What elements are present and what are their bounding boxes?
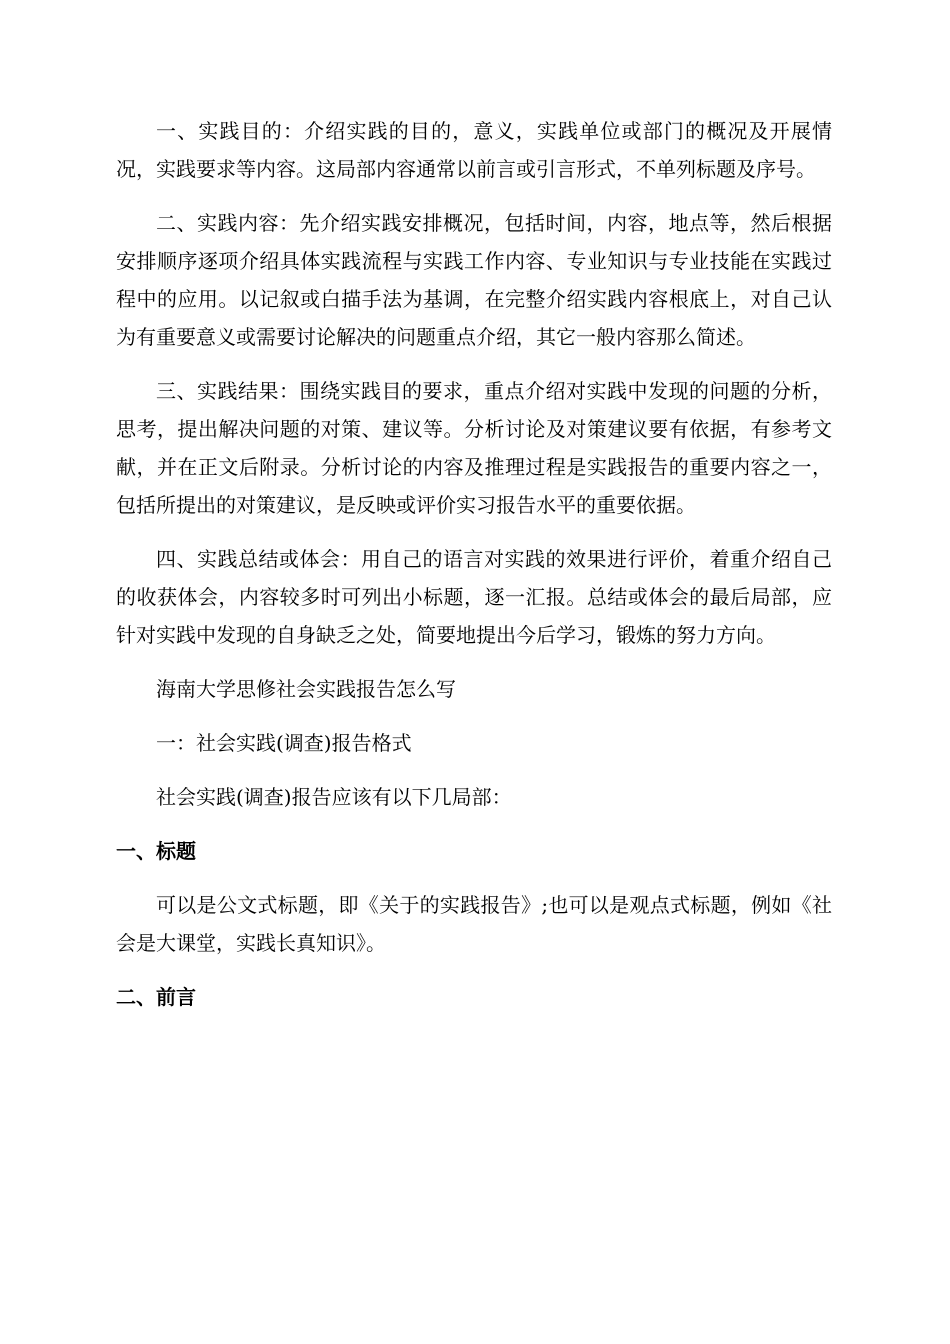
paragraph-report-title: 海南大学思修社会实践报告怎么写 <box>156 677 456 701</box>
paragraph-practice-summary: 四、实践总结或体会：用自己的语言对实践的效果进行评价，着重介绍自己的收获体会，内容较多时可列出小标题，逐一汇报。总结或体会的最后局部，应针对实践中发现的自身缺乏之处，简要地提出今后学习，锻炼的努力方向。 <box>116 547 832 647</box>
paragraph-practice-purpose: 一、实践目的：介绍实践的目的，意义，实践单位或部门的概况及开展情况，实践要求等内容。这局部内容通常以前言或引言形式，不单列标题及序号。 <box>116 119 832 181</box>
paragraph-report-parts: 社会实践(调查)报告应该有以下几局部： <box>156 785 512 809</box>
paragraph-title-description: 可以是公文式标题，即《关于的实践报告》;也可以是观点式标题，例如《社会是大课堂，实践长真知识》。 <box>116 893 832 955</box>
paragraph-practice-result: 三、实践结果：围绕实践目的要求，重点介绍对实践中发现的问题的分析，思考，提出解决问题的对策、建议等。分析讨论及对策建议要有依据，有参考文献，并在正文后附录。分析讨论的内容及推理过程是实践报告的重要内容之一，包括所提出的对策建议，是反映或评价实习报告水平的重要依据。 <box>116 379 832 517</box>
paragraph-report-format: 一：社会实践(调查)报告格式 <box>156 731 412 755</box>
heading-preface-section: 二、前言 <box>116 985 196 1009</box>
heading-title-section: 一、标题 <box>116 839 196 863</box>
paragraph-practice-content: 二、实践内容：先介绍实践安排概况，包括时间，内容，地点等，然后根据安排顺序逐项介绍具体实践流程与实践工作内容、专业知识与专业技能在实践过程中的应用。以记叙或白描手法为基调，在完整介绍实践内容根底上，对自己认为有重要意义或需要讨论解决的问题重点介绍，其它一般内容那么简述。 <box>116 211 832 349</box>
document-body <box>116 112 832 1032</box>
